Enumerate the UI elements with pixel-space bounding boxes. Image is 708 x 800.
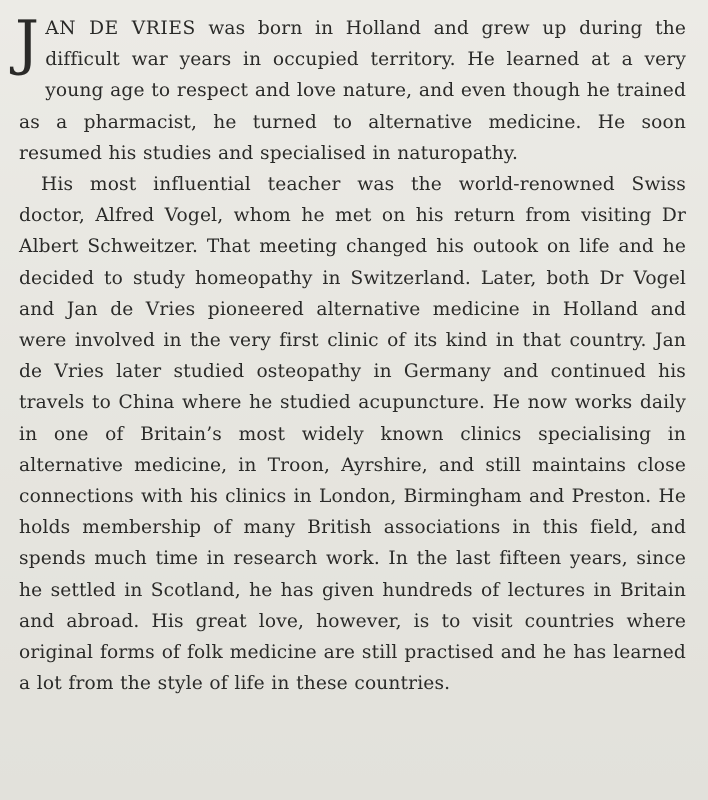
author-name: AN DE VRIES bbox=[45, 18, 196, 39]
paragraph-1 bbox=[15, 8, 686, 169]
paragraph-2: His most influential teacher was the world-renowned Swiss doctor, Alfred Vogel, whom he met on his return from visiting Dr Albert Schweitzer. That meeting changed his outook on life and he decided to study homeopathy in Switzerland. Later, both Dr Vogel and Jan de Vries pioneered alternative medicine in Holland and were involved in the very first clinic of its kind in that country. Jan de Vries later studied osteopathy in Germany and continued his travels to China where he studied acupuncture. He now works daily in one of Britain’s most widely known clinics specialising in alternative medicine, in Troon, Ayrshire, and still maintains close connections with his clinics in London, Birmingham and Preston. He holds membership of many British associations in this field, and spends much time in research work. In the last fifteen years, since he settled in Scotland, he has given hundreds of lectures in Britain and abroad. His great love, however, is to visit countries where original forms of folk medicine are still practised and he has learned a lot from the style of life in these countries. bbox=[19, 174, 686, 695]
paragraph-1-text: was born in Holland and grew up during the difficult war years in occupied territory. He learned at a very young age to respect and love nature, and even though he trained as a pharmacist, he turned to alternative medicine. He soon resumed his studies and specialised in naturopathy. bbox=[19, 18, 686, 164]
drop-cap: J bbox=[15, 8, 40, 78]
